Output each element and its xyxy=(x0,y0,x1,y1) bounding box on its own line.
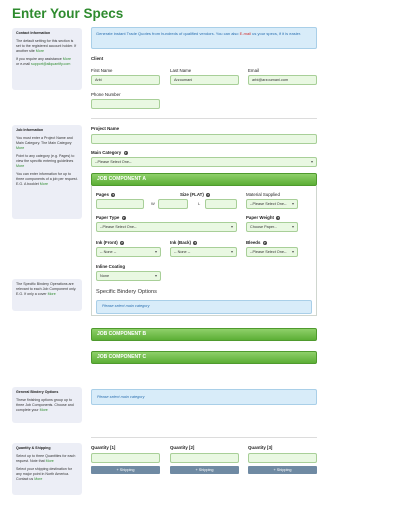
last-name-label: Last Name xyxy=(170,68,192,73)
more-link[interactable]: More xyxy=(16,146,25,150)
support-email-link[interactable]: support@allquantify.com xyxy=(30,62,71,66)
help-icon[interactable]: ? xyxy=(263,240,266,245)
last-name-field[interactable]: Arzoumani xyxy=(170,75,239,85)
project-name-field[interactable] xyxy=(91,134,317,144)
first-name-label: First Name xyxy=(91,68,113,73)
length-field[interactable] xyxy=(205,199,237,209)
info-banner xyxy=(91,27,317,49)
quantity-3-label: Quantity [3] xyxy=(248,445,273,450)
phone-label: Phone Number xyxy=(91,92,121,97)
email-label: Email xyxy=(248,68,259,73)
job-component-c-header[interactable]: JOB COMPONENT C xyxy=(91,351,317,364)
paper-type-select[interactable]: --Please Select One-- ▾ xyxy=(96,222,237,232)
help-icon[interactable]: ? xyxy=(122,215,125,220)
help-icon[interactable]: ? xyxy=(194,240,197,245)
quantity-2-field[interactable] xyxy=(170,453,239,463)
job-component-b-header[interactable]: JOB COMPONENT B xyxy=(91,328,317,341)
sidebar-quantity-help xyxy=(12,443,82,495)
sidebar-heading: Job Information xyxy=(16,128,44,132)
more-link[interactable]: More xyxy=(35,49,44,53)
pages-field[interactable] xyxy=(96,199,144,209)
section-divider xyxy=(91,437,317,438)
ink-back-select[interactable]: -- None -- ▾ xyxy=(170,247,237,257)
sidebar-text: If you require any assistance xyxy=(16,57,62,61)
width-label: W xyxy=(151,201,155,206)
paper-type-label: Paper Type ? xyxy=(96,215,125,220)
inline-coating-label: Inline Coating xyxy=(96,264,126,269)
ink-front-select[interactable]: -- None -- ▾ xyxy=(96,247,161,257)
help-icon[interactable]: ? xyxy=(124,150,127,155)
width-field[interactable] xyxy=(158,199,188,209)
length-label: L xyxy=(198,201,201,206)
info-text: Generate instant Trade Quotes from hundreds of qualified vendors. You can also xyxy=(96,31,239,36)
sidebar-text: You can enter information for up to three components of a job per request. E.G. A booklet xyxy=(16,172,78,186)
phone-field[interactable] xyxy=(91,99,160,109)
bleeds-label: Bleeds ? xyxy=(246,240,266,245)
sidebar-text: The Specific Bindery Operations are relevant to each Job Component only. E.G. If only a cover xyxy=(16,282,77,296)
add-shipping-1-button[interactable]: + Shipping xyxy=(91,466,160,474)
general-bindery-hint: Please select main category xyxy=(91,389,317,405)
first-name-field[interactable]: Arbi xyxy=(91,75,160,85)
sidebar-text: These finishing options group up to three Job Components. Choose and complete your xyxy=(16,398,74,412)
email-field[interactable]: arbi@arzoumani.com xyxy=(248,75,317,85)
more-link[interactable]: More xyxy=(62,57,71,61)
help-icon[interactable]: ? xyxy=(207,192,209,197)
quantity-1-field[interactable] xyxy=(91,453,160,463)
help-icon[interactable]: ? xyxy=(121,240,123,245)
quantity-3-field[interactable] xyxy=(248,453,317,463)
ink-back-label: Ink (Back) ? xyxy=(170,240,197,245)
more-link[interactable]: More xyxy=(39,408,48,412)
sidebar-job-help xyxy=(12,125,82,219)
page-title: Enter Your Specs xyxy=(12,6,124,21)
main-category-label: Main Category ? xyxy=(91,150,127,155)
sidebar-heading: Contact Information xyxy=(16,31,51,35)
material-supplied-select[interactable]: --Please Select One-- ▾ xyxy=(246,199,298,209)
sidebar-text: Select up to three Quantities for each request. Note that xyxy=(16,454,76,463)
section-divider xyxy=(91,118,317,119)
inline-coating-select[interactable]: None ▾ xyxy=(96,271,161,281)
more-link[interactable]: More xyxy=(45,459,54,463)
sidebar-bindery-help xyxy=(12,279,82,311)
more-link[interactable]: More xyxy=(39,182,48,186)
more-link[interactable]: More xyxy=(47,292,56,296)
ink-front-label: Ink (Front) ? xyxy=(96,240,123,245)
specific-bindery-heading: Specific Bindery Options xyxy=(96,289,157,295)
more-link[interactable]: More xyxy=(34,477,43,481)
help-icon[interactable]: ? xyxy=(277,215,280,220)
info-text: us your specs, if it is easier. xyxy=(252,31,302,36)
more-link[interactable]: More xyxy=(16,164,25,168)
job-component-a-header[interactable]: JOB COMPONENT A xyxy=(91,173,317,186)
add-shipping-3-button[interactable]: + Shipping xyxy=(248,466,317,474)
sidebar-general-bindery-help xyxy=(12,387,82,423)
sidebar-text: Point to any category (e.g. Pages) to view the specific entering guidelines xyxy=(16,154,75,163)
project-name-label: Project Name xyxy=(91,126,120,131)
paper-weight-select[interactable]: Choose Paper... ▾ xyxy=(246,222,298,232)
main-category-select[interactable]: --Please Select One-- ▾ xyxy=(91,157,317,167)
quantity-2-label: Quantity [2] xyxy=(170,445,195,450)
sidebar-text: or e-mail xyxy=(16,62,30,66)
sidebar-heading: General Bindery Options xyxy=(16,390,59,394)
sidebar-text: The default setting for this section is set to the registered account holder. If another site xyxy=(16,39,77,53)
help-icon[interactable]: ? xyxy=(112,192,115,197)
size-flat-label: Size (FLAT) ? xyxy=(180,192,209,197)
specific-bindery-hint: Please select main category xyxy=(96,300,312,314)
sidebar-heading: Quantity & Shipping xyxy=(16,446,51,450)
material-supplied-label: Material Supplied xyxy=(246,192,280,197)
quantity-1-label: Quantity [1] xyxy=(91,445,116,450)
sidebar-text: You must enter a Project Name and Main Category. The Main Category xyxy=(16,136,73,145)
sidebar-text: Select your shipping destination for any major point in North America. Contact us xyxy=(16,467,72,481)
bleeds-select[interactable]: --Please Select One-- ▾ xyxy=(246,247,298,257)
client-heading: Client xyxy=(91,56,104,61)
email-specs-link[interactable]: E-mail xyxy=(239,31,252,36)
add-shipping-2-button[interactable]: + Shipping xyxy=(170,466,239,474)
pages-label: Pages ? xyxy=(96,192,115,197)
sidebar-contact-help xyxy=(12,28,82,90)
paper-weight-label: Paper Weight ? xyxy=(246,215,280,220)
